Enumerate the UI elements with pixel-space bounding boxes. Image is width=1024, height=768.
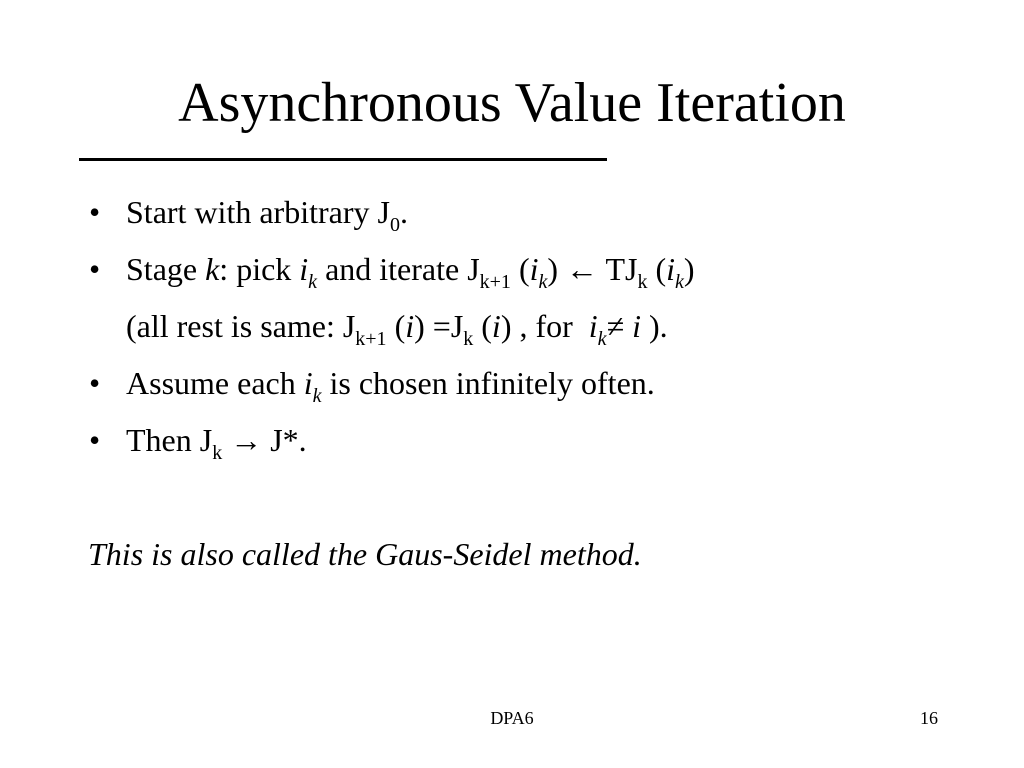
page-number: 16: [920, 708, 938, 728]
right-arrow-symbol: →: [222, 422, 271, 458]
bullet-item-1: Start with arbitrary $J_0$.: [126, 194, 408, 236]
bullet-item-3: Assume each $i_k$ is chosen infinitely often.: [126, 365, 655, 407]
slide-title: Asynchronous Value Iteration: [178, 72, 846, 134]
bullet-marker: •: [89, 422, 101, 458]
bullet-item-4: Then $J_k \to J*$.: [126, 422, 307, 464]
not-equal-symbol: ≠: [606, 308, 625, 344]
title-underline: [79, 158, 607, 161]
left-arrow-symbol: ←: [566, 251, 599, 287]
bullet-marker: •: [89, 251, 101, 287]
method-note: This is also called the Gaus-Seidel method.: [88, 536, 642, 572]
bullet-marker: •: [89, 365, 101, 401]
bullet-marker: •: [89, 194, 101, 230]
bullet-item-2: Stage k: pick $i_k$ and iterate $J_{k+1}$ $(i_k)$ ← $TJ_k$ $(i_k)$: [126, 251, 695, 293]
footer-label: DPA6: [490, 708, 534, 728]
bullet-item-2-continuation: (all rest is same: $J_{k+1}$ $(i) =J_k$ (i) , for $i_k\ne i$ ).: [126, 308, 668, 350]
